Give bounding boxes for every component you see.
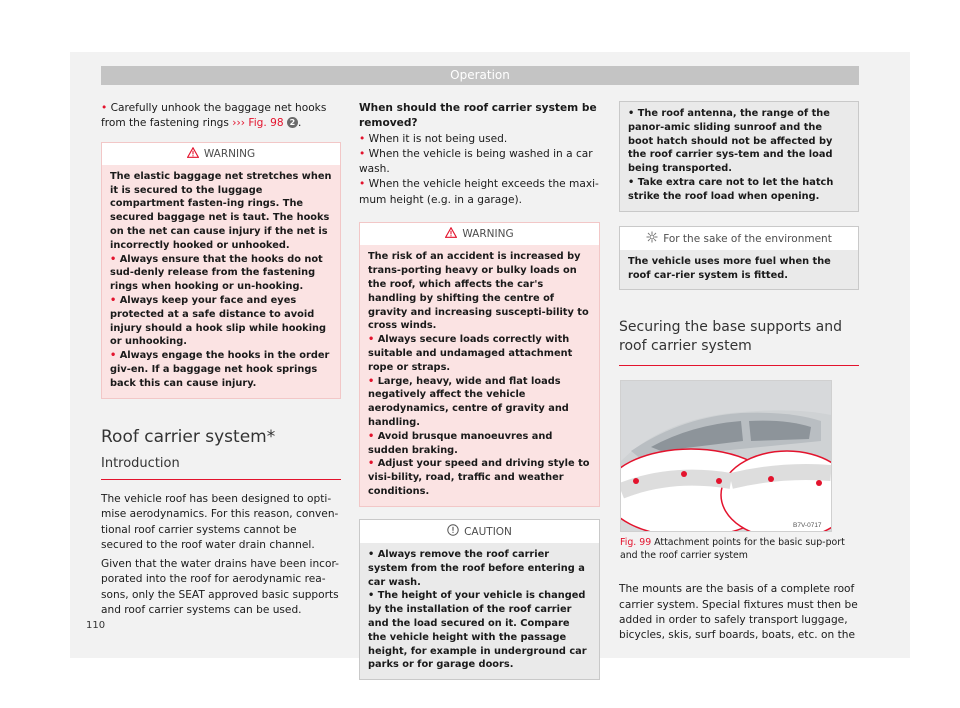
warning-lead: The risk of an accident is increased by trans-porting heavy or bulky loads on the roof, which affects the car's handling by shifting the centre of gravity and increasing suscepti-bility to cross winds. (368, 251, 589, 332)
bullet-icon: • (110, 253, 120, 265)
warning-item (368, 430, 591, 458)
bullet-icon: • (110, 295, 120, 307)
bullet-icon: • (368, 458, 378, 470)
warning-triangle-icon (187, 147, 199, 158)
warning-box (359, 222, 600, 507)
caution-header (360, 520, 599, 543)
warning-item-text: Avoid brusque manoeuvres and sudden braking. (368, 430, 553, 456)
intro-bullet-text: Carefully unhook the baggage net hooks from the fastening rings (101, 102, 327, 130)
question-heading: When should the roof carrier system be removed? (359, 102, 597, 130)
environment-body (620, 250, 858, 290)
caution-title: CAUTION (464, 525, 512, 538)
caution-icon (447, 524, 459, 536)
list-item-text: When it is not being used. (368, 132, 508, 145)
environment-box (619, 226, 859, 291)
warning-item (368, 333, 591, 374)
caption-label: Fig. 99 (620, 537, 652, 549)
column-left (101, 101, 341, 618)
bullet-icon: • (368, 549, 378, 561)
warning-item (110, 349, 332, 390)
warning-item-text: Large, heavy, wide and flat loads negatively affect the vehicle aerodynamics, centre of gravity and handling. (368, 375, 569, 428)
warning-title: WARNING (203, 147, 256, 160)
section-title: Roof carrier system* (101, 426, 276, 447)
caution-item (628, 176, 850, 204)
caption-text: Attachment points for the basic sup-port and the roof carrier system (620, 537, 845, 561)
paragraph: The vehicle roof has been designed to opti-mise aerodynamics. For this reason, conven-tional roof carrier systems cannot be secured to the roof water drain channel. (101, 492, 339, 551)
column-right (619, 101, 859, 644)
list-item (359, 147, 600, 178)
list-item-text: When the vehicle is being washed in a car wash. (359, 147, 593, 176)
reference-arrow-icon[interactable]: ››› (232, 117, 245, 130)
environment-header (620, 227, 858, 250)
warning-title: WARNING (462, 228, 514, 241)
warning-header (360, 223, 599, 245)
environment-title: For the sake of the environment (663, 232, 832, 245)
caution-item (628, 107, 850, 176)
bullet-icon: • (359, 147, 369, 160)
warning-item-text: Always secure loads correctly with suitable and undamaged attachment rope or straps. (368, 334, 573, 373)
caution-continued-box (619, 101, 859, 212)
figure-caption (620, 537, 859, 562)
caution-item-text: Take extra care not to let the hatch strike the roof load when opening. (628, 176, 834, 202)
column-middle (359, 101, 600, 680)
section-title: Securing the base supports and roof carrier system (619, 318, 859, 366)
caution-box (359, 519, 600, 680)
warning-header (102, 143, 340, 165)
bullet-icon: • (368, 334, 378, 346)
caution-continued-body (620, 102, 858, 211)
list-item (359, 132, 600, 147)
paragraph: Given that the water drains have been incor-porated into the roof for aerodynamic rea-sons, only the SEAT approved basic supports and roof carrier systems can be used. (101, 558, 339, 617)
warning-item (110, 253, 332, 294)
warning-item (368, 457, 591, 498)
list-item (359, 177, 600, 208)
warning-item-text: Always ensure that the hooks do not sud-denly release from the fastening rings when hooking or un-hooking. (110, 253, 323, 293)
warning-triangle-icon (445, 227, 457, 238)
figure-code: B7V-0717 (793, 522, 822, 530)
bullet-icon: • (101, 102, 108, 114)
list-item-text: When the vehicle height exceeds the maxi-mum height (e.g. in a garage). (359, 178, 599, 206)
bullet-icon: • (368, 375, 378, 387)
warning-item-text: Adjust your speed and driving style to visi-bility, road, traffic and weather conditions. (368, 458, 590, 497)
warning-item (368, 375, 591, 430)
subsection-title: Introduction (101, 456, 341, 480)
warning-lead: The elastic baggage net stretches when it is secured to the luggage compartment fasten-ing rings. The secured baggage net is taut. The hooks on the net can cause injury if the net is incorrectly hooked or unhooked. (110, 170, 332, 251)
figure-reference-link[interactable]: Fig. 98 (248, 117, 284, 130)
bullet-icon: • (368, 430, 378, 442)
callout-number: 2 (287, 117, 298, 128)
caution-item-text: The height of your vehicle is changed by the installation of the roof carrier and the load secured on it. Compare the vehicle height with the passage height, for example in underground car parks or for garage doors. (368, 590, 587, 671)
bullet-icon: • (628, 176, 638, 188)
intro-bullet: • Carefully unhook the baggage net hooks from the fastening rings ››› Fig. 98 2 . (101, 102, 327, 130)
warning-item-text: Always engage the hooks in the order giv-en. If a baggage net hook springs back this can cause injury. (110, 350, 330, 389)
figure-car-roof (620, 380, 832, 532)
paragraph: The mounts are the basis of a complete roof carrier system. Special fixtures must then be added in order to safely transport luggage, bicycles, skis, surf boards, boats, etc. on the (619, 583, 858, 642)
warning-body (360, 245, 599, 505)
bullet-icon: • (628, 108, 638, 119)
bullet-icon: • (110, 350, 120, 362)
caution-body (360, 543, 599, 679)
warning-box (101, 142, 341, 399)
bullet-icon: • (368, 590, 378, 602)
page-number: 110 (86, 620, 106, 631)
bullet-icon: • (359, 178, 369, 191)
caution-item (368, 589, 591, 672)
environment-text: The vehicle uses more fuel when the roof car-rier system is fitted. (628, 255, 831, 281)
caution-item-text: The roof antenna, the range of the panor-amic sliding sunroof and the boot hatch should not be affected by the roof carrier sys-tem and the load being transported. (628, 108, 833, 175)
warning-item (110, 294, 332, 349)
leaf-icon (646, 231, 658, 243)
caution-item (368, 548, 591, 589)
caution-item-text: Always remove the roof carrier system from the roof before entering a car wash. (368, 549, 585, 588)
car-roof-illustration (621, 381, 831, 531)
page-header: Operation (101, 66, 859, 85)
warning-body (102, 165, 340, 398)
warning-item-text: Always keep your face and eyes protected at a safe distance to avoid injury should a hook slip while hooking or unhooking. (110, 295, 327, 348)
bullet-icon: • (359, 132, 369, 145)
